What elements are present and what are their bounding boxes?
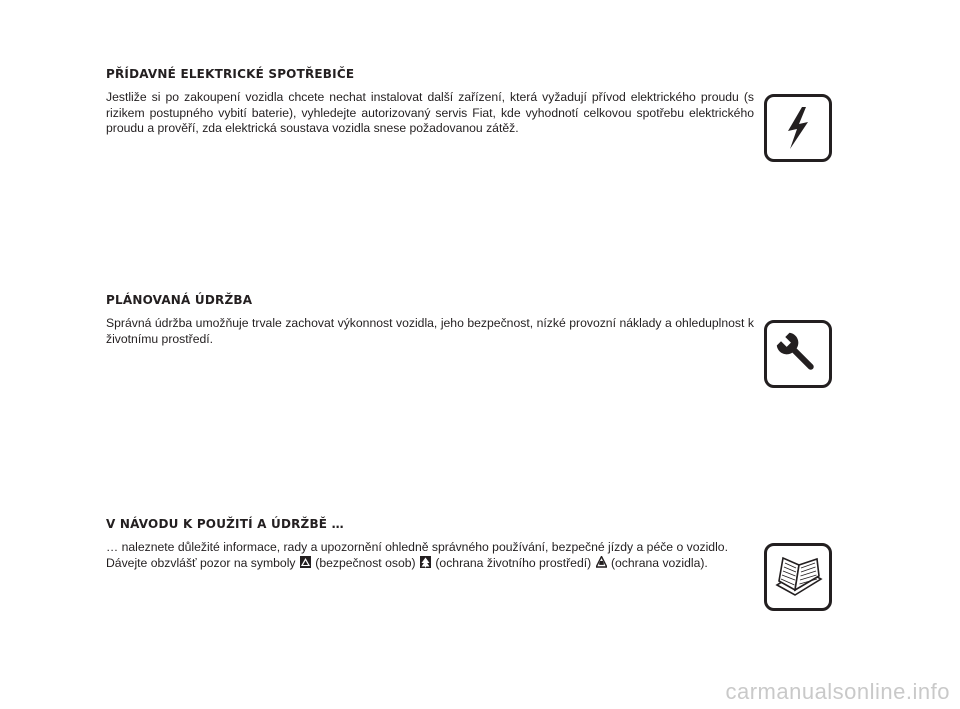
section-heading: V NÁVODU K POUŽITÍ A ÚDRŽBĚ … <box>106 517 344 531</box>
text-line-2d: (ochrana vozidla). <box>610 555 708 570</box>
section-heading: PLÁNOVANÁ ÚDRŽBA <box>106 293 253 307</box>
section-text: Správná údržba umožňuje trvale zachovat výkonnost vozidla, jeho bezpečnost, nízké provozní náklady a ohleduplnost k životnímu prostředí. <box>106 316 754 346</box>
text-line-1: … naleznete důležité informace, rady a upozornění ohledně správného používání, bezpečné jízdy a péče o vozidlo. <box>106 540 728 554</box>
text-line-2c: (ochrana životního prostředí) <box>435 555 592 570</box>
text-line-2b: (bezpečnost osob) <box>315 555 416 570</box>
open-book-icon <box>764 543 832 611</box>
person-safety-symbol-icon <box>300 556 311 568</box>
section-manual <box>106 516 754 571</box>
vehicle-protection-symbol-icon <box>596 556 607 568</box>
watermark: carmanualsonline.info <box>725 679 950 704</box>
wrench-icon <box>764 320 832 388</box>
section-heading: PŘÍDAVNÉ ELEKTRICKÉ SPOTŘEBIČE <box>106 67 355 81</box>
text-line-2a: Dávejte obzvlášť pozor na symboly <box>106 555 296 570</box>
environment-symbol-icon <box>420 556 431 568</box>
section-text: Jestliže si po zakoupení vozidla chcete nechat instalovat další zařízení, která vyžadují přívod elektrického proudu (s rizikem postupného vybití baterie), vyhledejte autorizovaný servis Fiat, kde vyhodnotí celkovou spotřebu elektrického proudu a prověří, zda elektrická soustava vozidla snese požadovanou zátěž. <box>106 90 754 135</box>
lightning-bolt-icon <box>764 94 832 162</box>
section-electrical <box>106 66 754 137</box>
section-text <box>106 540 754 571</box>
section-maintenance <box>106 292 754 347</box>
